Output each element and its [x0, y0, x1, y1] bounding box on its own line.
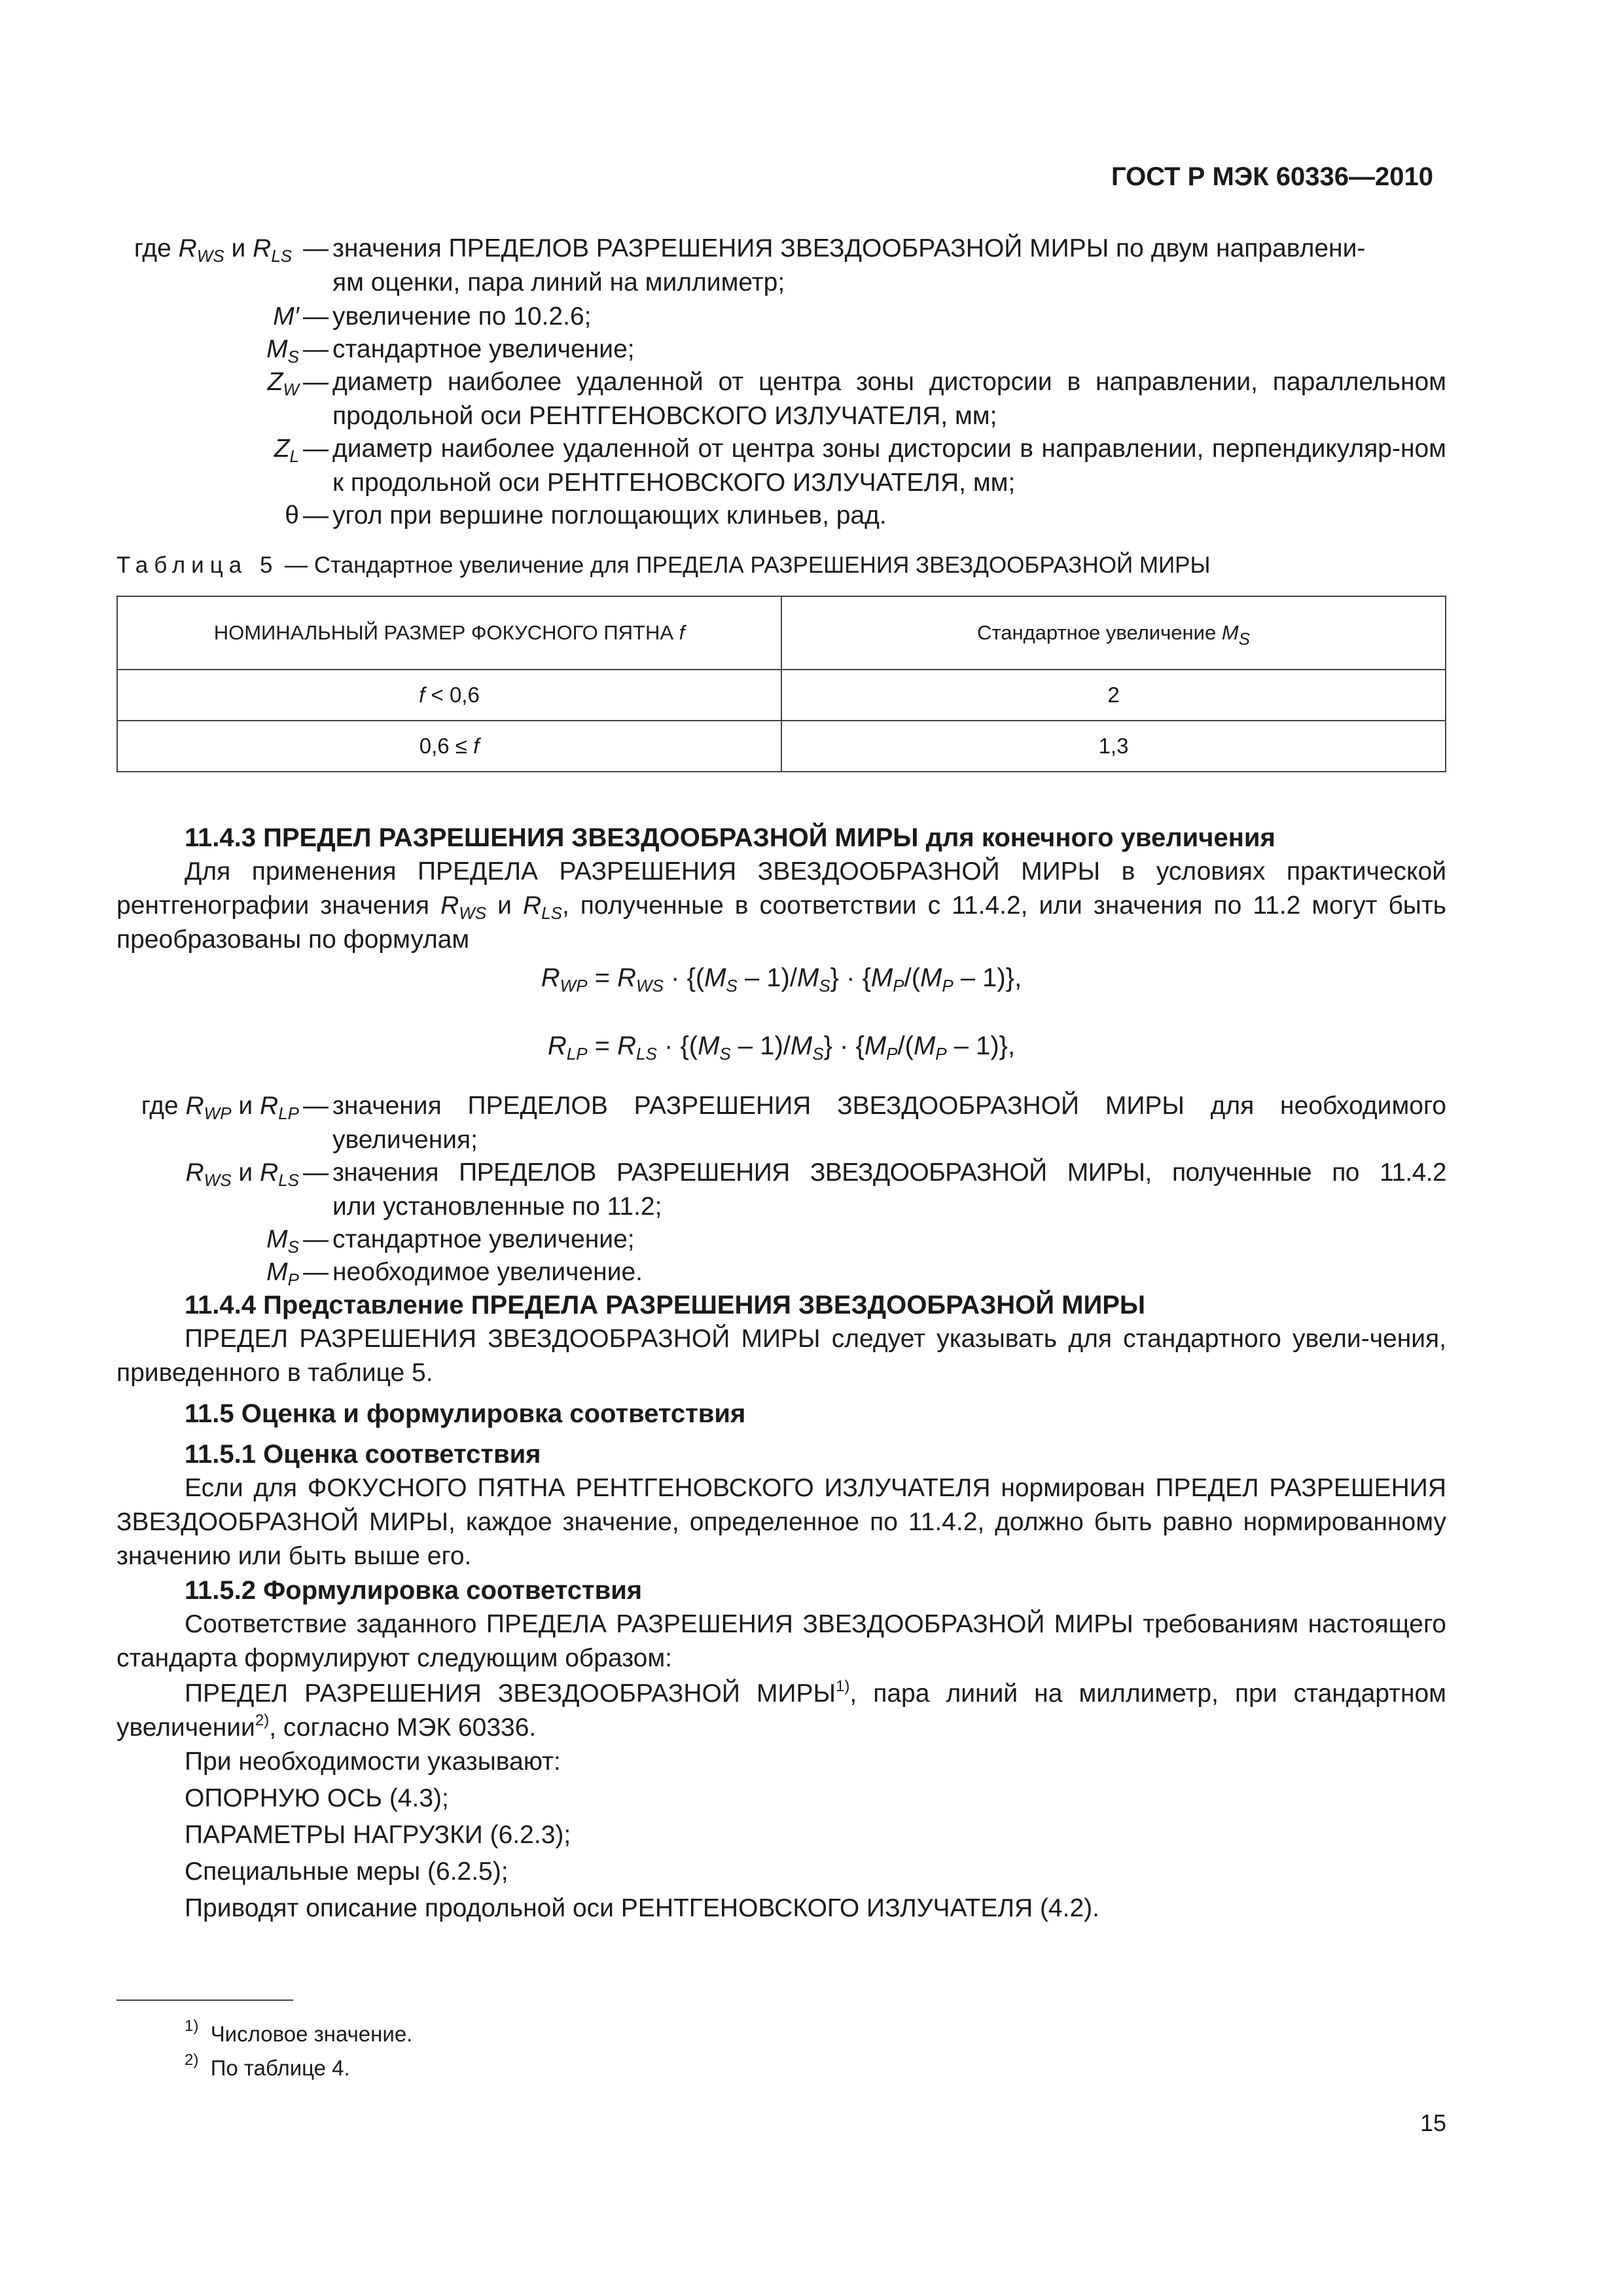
table-caption-label: Таблица 5: [116, 552, 279, 578]
list-item: ПАРАМЕТРЫ НАГРУЗКИ (6.2.3);: [185, 1821, 571, 1849]
symbol-r: R: [253, 234, 272, 262]
footnote-divider: [116, 2000, 293, 2001]
def-term-m-prime: M′ —: [273, 302, 329, 331]
def-text-rws-rls: значения ПРЕДЕЛОВ РАЗРЕШЕНИЯ ЗВЕЗДООБРАЗНОЙ МИРЫ по двум направлени- ям оценки, пара линий на миллиметр;: [332, 234, 1366, 296]
paragraph-11-4-4: ПРЕДЕЛ РАЗРЕШЕНИЯ ЗВЕЗДООБРАЗНОЙ МИРЫ следует указывать для стандартного увели-чения, приведенного в таблице 5.: [116, 1325, 1446, 1387]
def-term-rws-rls-2: $R_{WS}$ и $R_{LS}$ —: [185, 1158, 329, 1190]
table-cell-value: 1,3: [781, 721, 1446, 772]
footnote-1: $^{1)}$ Числовое значение.: [185, 2017, 413, 2046]
paragraph-11-5-1: Если для ФОКУСНОГО ПЯТНА РЕНТГЕНОВСКОГО ИЗЛУЧАТЕЛЯ нормирован ПРЕДЕЛ РАЗРЕШЕНИЯ ЗВЕЗДООБРАЗНОЙ МИРЫ, каждое значение, определенное по 11.4.2, должно быть равно нормированному значению или быть выше его.: [116, 1474, 1446, 1570]
paragraph-11-5-2-statement: ПРЕДЕЛ РАЗРЕШЕНИЯ ЗВЕЗДООБРАЗНОЙ МИРЫ$^{1)}$, пара линий на миллиметр, при стандартном увеличении$^{2)}$, согласно МЭК 60336.: [116, 1677, 1446, 1742]
paragraph-11-5-2-intro: Соответствие заданного ПРЕДЕЛА РАЗРЕШЕНИЯ ЗВЕЗДООБРАЗНОЙ МИРЫ требованиям настоящего стандарта формулируют следующим образом:: [116, 1610, 1446, 1672]
list-item: При необходимости указывают:: [185, 1748, 561, 1776]
page-number: 15: [1419, 2109, 1446, 2136]
def-term-rwp-rlp: где $R_{WP}$ и $R_{LP}$ —: [141, 1092, 329, 1123]
table-cell-condition: 0,6 ≤ f: [117, 721, 781, 772]
table-header-focal-spot: НОМИНАЛЬНЫЙ РАЗМЕР ФОКУСНОГО ПЯТНА f: [117, 596, 781, 670]
section-heading-11-4-4: 11.4.4 Представление ПРЕДЕЛА РАЗРЕШЕНИЯ ЗВЕЗДООБРАЗНОЙ МИРЫ: [185, 1291, 1146, 1319]
document-header: ГОСТ Р МЭК 60336—2010: [1111, 162, 1433, 191]
table-header-row: [117, 596, 1446, 670]
footnote-ref-2: 2): [255, 1712, 270, 1729]
def-term-rws-rls: где $R_{WS}$ и $R_{LS}$ —: [134, 234, 329, 266]
formula-rwp: $R_{WP} = R_{WS} \cdot \{(M_S - 1)/M_S\} \cdot \{M_P/(M_P - 1)\}$,: [541, 963, 1022, 996]
list-item: ОПОРНУЮ ОСЬ (4.3);: [185, 1784, 449, 1812]
def-term-theta: θ —: [285, 501, 329, 529]
def-text-zw: диаметр наиболее удаленной от центра зоны дисторсии в направлении, параллельном продольной оси РЕНТГЕНОВСКОГО ИЗЛУЧАТЕЛЯ, мм;: [332, 368, 1446, 430]
paragraph-11-4-3: Для применения ПРЕДЕЛА РАЗРЕШЕНИЯ ЗВЕЗДООБРАЗНОЙ МИРЫ в условиях практической рентгенографии значения $R_{WS}$ и $R_{LS}$, полученные в соответствии с 11.4.2, или значения по 11.2 могут быть преобразованы по формулам: [116, 857, 1446, 954]
table-row: [117, 721, 1446, 772]
table-cell-value: 2: [781, 670, 1446, 721]
footnote-2: $^{2)}$ По таблице 4.: [185, 2051, 350, 2080]
def-text-ms: стандартное увеличение;: [332, 335, 635, 363]
def-term-ms: $M_S$ —: [266, 335, 329, 367]
def-text-rws-rls-2: значения ПРЕДЕЛОВ РАЗРЕШЕНИЯ ЗВЕЗДООБРАЗНОЙ МИРЫ, полученные по 11.4.2 или установленные по 11.2;: [332, 1158, 1446, 1221]
section-heading-11-5: 11.5 Оценка и формулировка соответствия: [185, 1399, 746, 1428]
table-header-magnification: Стандартное увеличение $M_S$: [781, 596, 1446, 670]
table-row: [117, 670, 1446, 721]
def-text-zl: диаметр наиболее удаленной от центра зоны дисторсии в направлении, перпендикуляр-ном к продольной оси РЕНТГЕНОВСКОГО ИЗЛУЧАТЕЛЯ, мм;: [332, 435, 1446, 497]
def-text-rwp-rlp: значения ПРЕДЕЛОВ РАЗРЕШЕНИЯ ЗВЕЗДООБРАЗНОЙ МИРЫ для необходимого увеличения;: [332, 1092, 1446, 1154]
list-additional-info: [185, 1745, 1446, 1928]
footnote-ref-1: 1): [836, 1677, 850, 1695]
where-word: где: [134, 234, 171, 262]
def-text-m-prime: увеличение по 10.2.6;: [332, 302, 592, 331]
def-term-zl: $Z_L$ —: [274, 435, 329, 466]
section-heading-11-5-2: 11.5.2 Формулировка соответствия: [185, 1576, 643, 1605]
table-cell-condition: f < 0,6: [117, 670, 781, 721]
symbol-r: R: [178, 234, 197, 262]
section-heading-11-5-1: 11.5.1 Оценка соответствия: [185, 1440, 541, 1469]
section-heading-11-4-3: 11.4.3 ПРЕДЕЛ РАЗРЕШЕНИЯ ЗВЕЗДООБРАЗНОЙ МИРЫ для конечного увеличения: [185, 823, 1275, 852]
def-term-zw: $Z_W$ —: [267, 368, 329, 399]
def-text-ms-2: стандартное увеличение;: [332, 1225, 635, 1253]
list-item: Приводят описание продольной оси РЕНТГЕНОВСКОГО ИЗЛУЧАТЕЛЯ (4.2).: [185, 1894, 1099, 1922]
subscript-ws: WS: [196, 246, 224, 266]
magnification-table: [116, 596, 1446, 772]
table-caption-text: — Стандартное увеличение для ПРЕДЕЛА РАЗРЕШЕНИЯ ЗВЕЗДООБРАЗНОЙ МИРЫ: [285, 552, 1211, 578]
formula-rlp: $R_{LP} = R_{LS} \cdot \{(M_S - 1)/M_S\} \cdot \{M_P/(M_P - 1)\}$,: [547, 1031, 1016, 1064]
def-term-mp: $M_P$ —: [266, 1258, 329, 1289]
def-term-ms-2: $M_S$ —: [266, 1225, 329, 1257]
def-text-mp: необходимое увеличение.: [332, 1258, 643, 1286]
and-word: и: [231, 234, 246, 262]
subscript-ls: LS: [271, 246, 293, 266]
list-item: Специальные меры (6.2.5);: [185, 1857, 508, 1886]
table-caption: [116, 548, 1210, 583]
def-text-theta: угол при вершине поглощающих клиньев, рад.: [332, 501, 887, 529]
